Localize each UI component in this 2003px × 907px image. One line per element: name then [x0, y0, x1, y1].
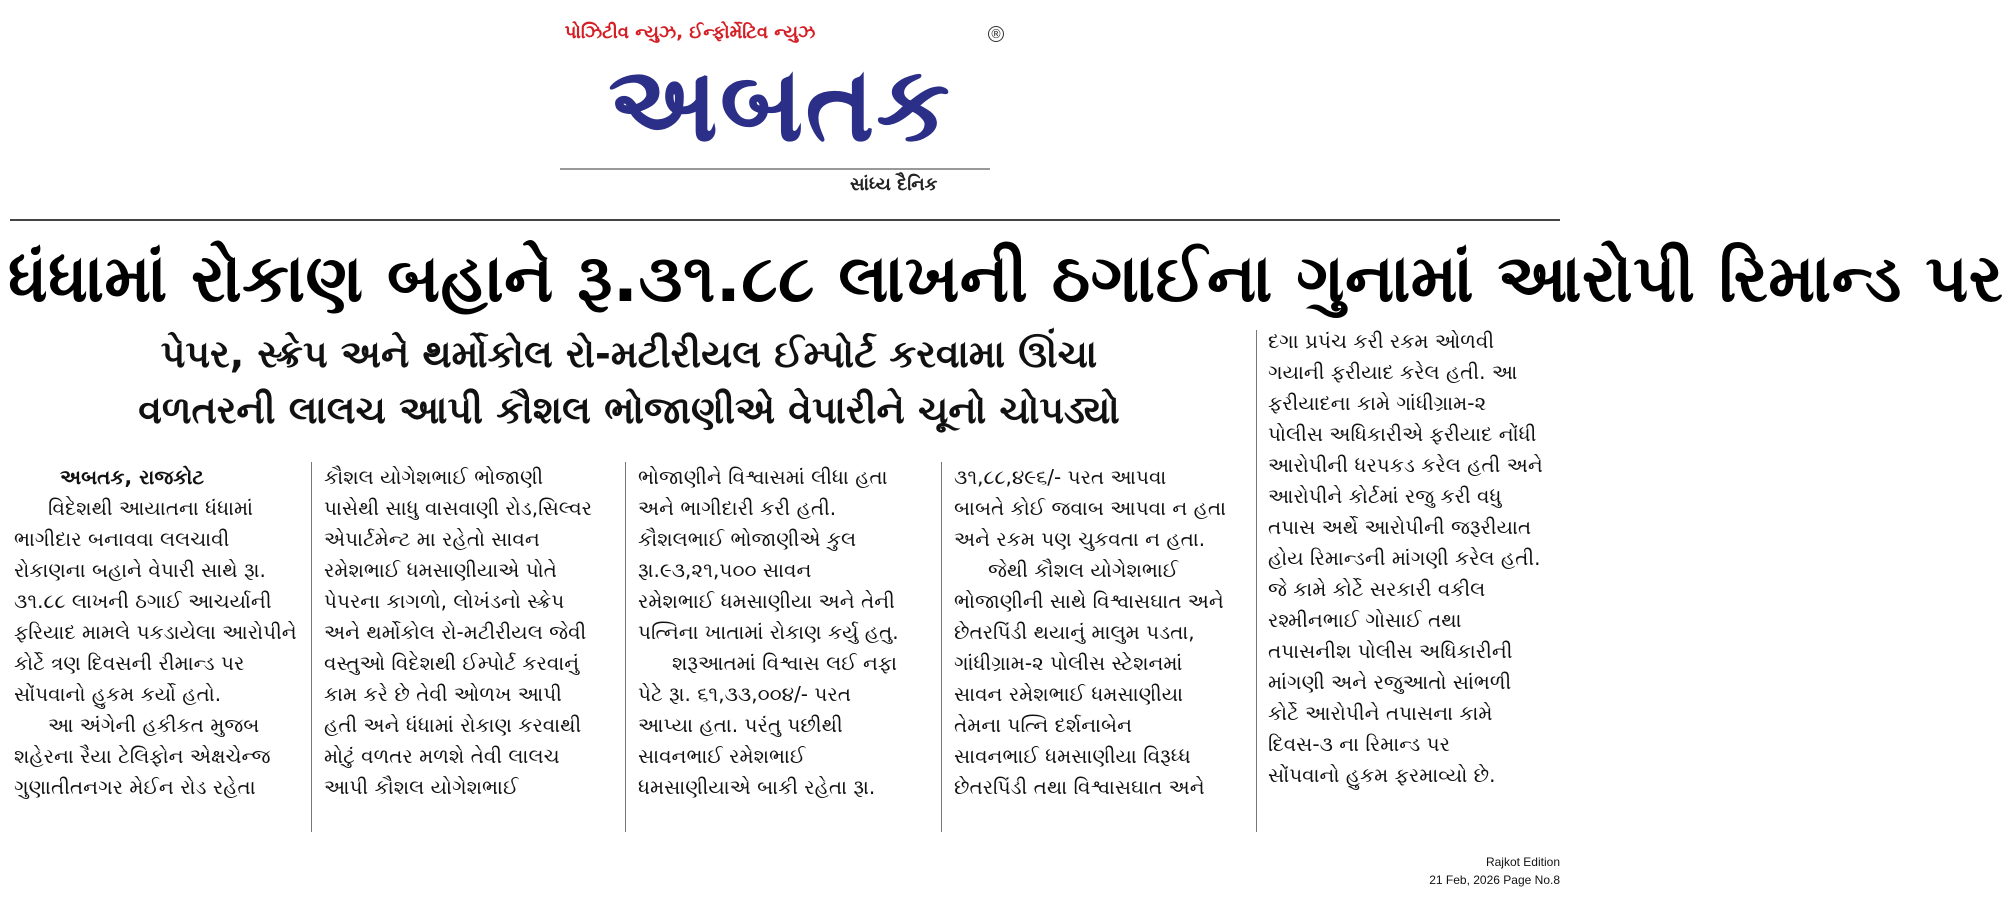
column-line: ગયાની ફરીયાદ કરેલ હતી. આ: [1268, 360, 1518, 384]
column-line: તેમના પત્નિ દર્શનાબેન: [954, 713, 1133, 737]
page-footer: [1429, 853, 1560, 889]
column-line: વસ્તુઓ વિદેશથી ઈમ્પોર્ટ કરવાનું: [324, 651, 580, 675]
column-line: છેતરપિંડી તથા વિશ્વાસઘાત અને: [954, 775, 1205, 799]
column-line: આપ્યા હતા. પરંતુ પછીથી: [638, 713, 843, 737]
column-line: પાસેથી સાધુ વાસવાણી રોડ,સિલ્વર: [324, 496, 592, 520]
article-column-1: [14, 462, 298, 803]
column-line: ભોજાણીને વિશ્વાસમાં લીધા હતા: [638, 465, 888, 489]
column-line: ગુણાતીતનગર મેઈન રોડ રહેતા: [14, 775, 256, 799]
column-line: વિદેશથી આયાતના ધંધામાં: [48, 496, 254, 520]
column-line: કોર્ટે ત્રણ દિવસની રીમાન્ડ પર: [14, 651, 245, 675]
article-subheadline: [22, 326, 1236, 438]
column-line: પત્નિના ખાતામાં રોકાણ કર્યુ હતુ.: [638, 620, 899, 644]
column-line: પેટે રૂા. ૬૧,૩૩,૦૦૪/- પરત: [638, 682, 851, 706]
column-line: સાવન રમેશભાઈ ધમસાણીયા: [954, 682, 1184, 706]
column-line: રમેશભાઈ ધમસાણીયા અને તેની: [638, 589, 895, 613]
column-line: ફરીયાદના કામે ગાંધીગ્રામ-૨: [1268, 391, 1487, 415]
column-line: પેપરના કાગળો, લોખંડનો સ્ક્રેપ: [324, 589, 565, 613]
column-line: સોંપવાનો હુકમ ફરમાવ્યો છે.: [1268, 763, 1496, 787]
article-column-5: [1268, 326, 1560, 791]
column-divider: [311, 462, 312, 832]
column-line: અને થર્મોકોલ રો-મટીરીયલ જેવી: [324, 620, 587, 644]
column-line: દિવસ-૩ ના રિમાન્ડ પર: [1268, 732, 1450, 756]
column-line: જે કામે કોર્ટે સરકારી વકીલ: [1268, 577, 1486, 601]
column-line: આરોપીની ધરપકડ કરેલ હતી અને: [1268, 453, 1543, 477]
article-column-2: [324, 462, 614, 803]
column-divider: [1256, 330, 1257, 832]
article-headline: ધંધામાં રોકાણ બહાને રૂ.૩૧.૮૮ લાખની ઠગાઈના ગુનામાં આરોપી રિમાન્ડ પર: [8, 240, 2003, 317]
column-line: આરોપીને કોર્ટમાં રજુ કરી વધુ: [1268, 484, 1502, 508]
column-line: ભોજાણીની સાથે વિશ્વાસઘાત અને: [954, 589, 1224, 613]
column-line: ૩૧,૮૮,૪૯૬/- પરત આપવા: [954, 465, 1167, 489]
column-line: મોટું વળતર મળશે તેવી લાલચ: [324, 744, 560, 768]
logo-divider: [560, 168, 990, 170]
article-column-3: [638, 462, 930, 803]
column-line: હોય રિમાન્ડની માંગણી કરેલ હતી.: [1268, 546, 1541, 570]
column-line: આપી કૌશલ યોગેશભાઈ: [324, 775, 519, 799]
column-line: જેથી કૌશલ યોગેશભાઈ: [988, 558, 1179, 582]
subhead-line: પેપર, સ્ક્રેપ અને થર્મોકોલ રો-મટીરીયલ ઈમ્પોર્ટ કરવામા ઊંચા: [160, 332, 1098, 376]
column-line: હતી અને ધંધામાં રોકાણ કરવાથી: [324, 713, 582, 737]
column-line: તપાસનીશ પોલીસ અધિકારીની: [1268, 639, 1513, 663]
column-line: અને રકમ પણ ચુકવતા ન હતા.: [954, 527, 1206, 551]
masthead-subbrand: સાંધ્ય દૈનિક: [850, 174, 938, 195]
column-line: કોર્ટે આરોપીને તપાસના કામે: [1268, 701, 1493, 725]
column-line: માંગણી અને રજુઆતો સાંભળી: [1268, 670, 1512, 694]
masthead-tagline: પોઝિટીવ ન્યુઝ, ઈન્ફોર્મેટિવ ન્યુઝ: [564, 22, 816, 43]
column-line: કૌશલભાઈ ભોજાણીએ કુલ: [638, 527, 857, 551]
column-line: પોલીસ અધિકારીએ ફરીયાદ નોંધી: [1268, 422, 1537, 446]
newspaper-logo: અબતક: [608, 43, 952, 165]
header-rule: [10, 219, 1560, 221]
column-line: શરૂઆતમાં વિશ્વાસ લઈ નફા: [672, 651, 898, 675]
dateline: અબતક, રાજકોટ: [60, 465, 205, 489]
column-divider: [941, 462, 942, 832]
column-line: ધમસાણીયાએ બાકી રહેતા રૂા.: [638, 775, 876, 799]
column-line: કામ કરે છે તેવી ઓળખ આપી: [324, 682, 562, 706]
column-line: અને ભાગીદારી કરી હતી.: [638, 496, 837, 520]
column-line: સાવનભાઈ રમેશભાઈ: [638, 744, 806, 768]
column-line: રોકાણના બહાને વેપારી સાથે રૂા.: [14, 558, 266, 582]
article-column-4: [954, 462, 1244, 803]
column-line: તપાસ અર્થે આરોપીની જરૂરીયાત: [1268, 515, 1532, 539]
column-line: આ અંગેની હકીકત મુજબ: [48, 713, 260, 737]
column-line: સોંપવાનો હુકમ કર્યો હતો.: [14, 682, 222, 706]
column-line: એપાર્ટમેન્ટ મા રહેતો સાવન: [324, 527, 540, 551]
column-line: ભાગીદાર બનાવવા લલચાવી: [14, 527, 230, 551]
column-line: સાવનભાઈ ધમસાણીયા વિરૂધ્ધ: [954, 744, 1191, 768]
date-page-label: 21 Feb, 2026 Page No.8: [1429, 873, 1560, 887]
subhead-line: વળતરની લાલચ આપી કૌશલ ભોજાણીએ વેપારીને ચૂનો ચોપડ્યો: [138, 388, 1120, 432]
column-line: ફરિયાદ મામલે પકડાયેલા આરોપીને: [14, 620, 297, 644]
column-divider: [625, 462, 626, 832]
registered-mark: ®: [990, 27, 1002, 41]
column-line: રશ્મીનભાઈ ગોસાઈ તથા: [1268, 608, 1462, 632]
column-line: રમેશભાઈ ધમસાણીયાએ પોતે: [324, 558, 557, 582]
column-line: રૂા.૯૩,૨૧,૫૦૦ સાવન: [638, 558, 812, 582]
masthead: [560, 14, 1010, 204]
column-line: બાબતે કોઈ જવાબ આપવા ન હતા: [954, 496, 1227, 520]
column-line: દગા પ્રપંચ કરી રકમ ઓળવી: [1268, 329, 1495, 353]
column-line: ૩૧.૮૮ લાખની ઠગાઈ આચર્યાની: [14, 589, 272, 613]
edition-label: Rajkot Edition: [1485, 855, 1560, 869]
column-line: ગાંધીગ્રામ-૨ પોલીસ સ્ટેશનમાં: [954, 651, 1183, 675]
column-line: કૌશલ યોગેશભાઈ ભોજાણી: [324, 465, 544, 489]
column-line: શહેરના રૈયા ટેલિફોન એક્ષચેન્જ: [14, 744, 271, 768]
column-line: છેતરપિંડી થયાનું માલુમ પડતા,: [954, 620, 1195, 644]
